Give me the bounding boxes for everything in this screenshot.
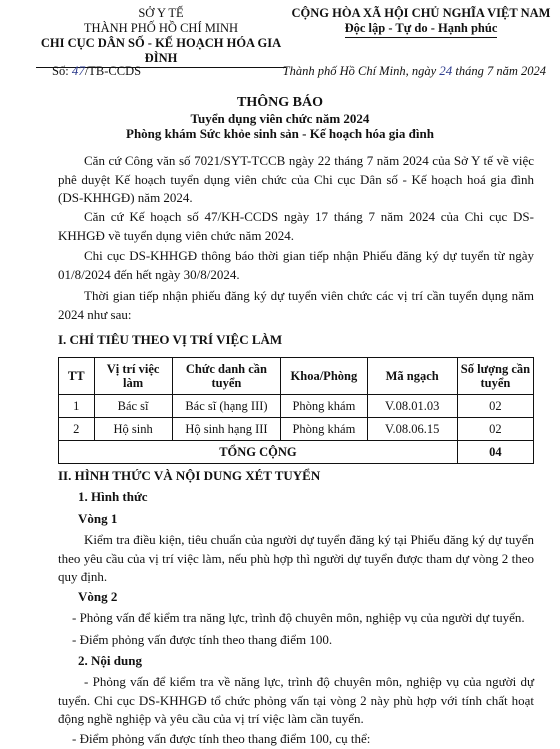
cell-tt: 2	[59, 418, 95, 441]
round1-text: Kiểm tra điều kiện, tiêu chuẩn của người dự tuyển đăng ký tại Phiếu đăng ký dự tuyển theo yêu cầu của vị trí việc làm, nếu phù hợp thì người dự tuyển được tham dự vòng 2 theo quy định.	[58, 532, 534, 584]
table-row	[59, 395, 534, 418]
title-main: THÔNG BÁO	[237, 95, 323, 110]
recruitment-table	[58, 357, 534, 464]
table-header-row	[59, 358, 534, 395]
round1-heading: Vòng 1	[78, 511, 118, 526]
col-position: Vị trí việc làm	[94, 358, 172, 395]
motto: Độc lập - Tự do - Hạnh phúc	[345, 21, 498, 38]
cell-department: Phòng khám	[281, 395, 367, 418]
date-prefix: Thành phố Hồ Chí Minh, ngày	[282, 64, 437, 78]
cell-department: Phòng khám	[281, 418, 367, 441]
col-quantity: Số lượng cần tuyển	[457, 358, 533, 395]
agency-parent: SỞ Y TẾ	[138, 6, 184, 20]
agency-city: THÀNH PHỐ HỒ CHÍ MINH	[83, 21, 239, 35]
round2-bullet-score: - Điểm phỏng vấn được tính theo thang điểm 100.	[72, 632, 333, 647]
national-header	[286, 6, 556, 38]
cell-grade-code: V.08.06.15	[367, 418, 457, 441]
round2-bullet-interview: - Phỏng vấn để kiểm tra năng lực, trình độ chuyên môn, nghiệp vụ của người dự tuyển.	[72, 610, 525, 625]
section1-heading: I. CHỈ TIÊU THEO VỊ TRÍ VIỆC LÀM	[58, 332, 283, 347]
section2-heading: II. HÌNH THỨC VÀ NỘI DUNG XÉT TUYỂN	[58, 468, 321, 483]
title-line3: Phòng khám Sức khỏe sinh sản - Kế hoạch hóa gia đình	[126, 126, 434, 141]
country-name: CỘNG HÒA XÃ HỘI CHỦ NGHĨA VIỆT NAM	[291, 6, 551, 20]
document-number	[52, 63, 141, 79]
date-suffix: tháng 7 năm 2024	[455, 64, 546, 78]
cell-title: Bác sĩ (hạng III)	[172, 395, 281, 418]
cell-tt: 1	[59, 395, 95, 418]
paragraph-legal-basis-1: Căn cứ Công văn số 7021/SYT-TCCB ngày 22 tháng 7 năm 2024 của Sở Y tế về việc phê duyệt Kế hoạch tuyển dụng viên chức của Chi cục Dân số - Kế hoạch hoá gia đình (DS-KHHGĐ) năm 2024.	[58, 153, 534, 205]
cell-position: Bác sĩ	[94, 395, 172, 418]
paragraph-intro: Thời gian tiếp nhận phiếu đăng ký dự tuyển viên chức các vị trí cần tuyển dụng năm 2024 như sau:	[58, 288, 534, 322]
cell-quantity: 02	[457, 395, 533, 418]
col-title: Chức danh cần tuyển	[172, 358, 281, 395]
col-grade-code: Mã ngạch	[367, 358, 457, 395]
cell-grade-code: V.08.01.03	[367, 395, 457, 418]
content-bullet-score: - Điểm phỏng vấn được tính theo thang điểm 100, cụ thể:	[72, 731, 371, 746]
agency-name: CHI CỤC DÂN SỐ - KẾ HOẠCH HÓA GIA ĐÌNH	[36, 36, 286, 68]
cell-position: Hộ sinh	[94, 418, 172, 441]
col-tt: TT	[59, 358, 95, 395]
agency-header	[36, 6, 286, 68]
content-bullet-interview: - Phỏng vấn để kiểm tra về năng lực, trình độ chuyên môn, nghiệp vụ của người dự tuyển. Chi cục DS-KHHGĐ tổ chức phỏng vấn tại vòng 2 này phù hợp với tính chất hoạt động nghề nghiệp và yêu cầu của vị trí việc làm cần tuyển.	[58, 674, 534, 726]
total-label: TỔNG CỘNG	[59, 441, 458, 464]
round2-heading: Vòng 2	[78, 589, 118, 604]
doc-no-handwritten: 47	[71, 63, 85, 78]
document-date	[283, 63, 546, 79]
col-department: Khoa/Phòng	[281, 358, 367, 395]
doc-no-suffix: /TB-CCDS	[84, 64, 142, 78]
subsection-content-heading: 2. Nội dung	[78, 653, 142, 668]
subsection-form-heading: 1. Hình thức	[78, 489, 148, 504]
date-day-handwritten: 24	[439, 63, 453, 78]
paragraph-receipt-period: Chi cục DS-KHHGĐ thông báo thời gian tiếp nhận Phiếu đăng ký dự tuyển từ ngày 01/8/2024 đến hết ngày 30/8/2024.	[58, 248, 534, 282]
document-title	[0, 95, 560, 142]
table-row	[59, 418, 534, 441]
paragraph-legal-basis-2: Căn cứ Kế hoạch số 47/KH-CCDS ngày 17 tháng 7 năm 2024 của Chi cục DS-KHHGĐ về tuyển dụng viên chức năm 2024.	[58, 209, 534, 243]
cell-quantity: 02	[457, 418, 533, 441]
total-value: 04	[457, 441, 533, 464]
title-line2: Tuyển dụng viên chức năm 2024	[190, 110, 370, 126]
doc-no-label: Số:	[52, 64, 69, 78]
table-total-row	[59, 441, 534, 464]
cell-title: Hộ sinh hạng III	[172, 418, 281, 441]
